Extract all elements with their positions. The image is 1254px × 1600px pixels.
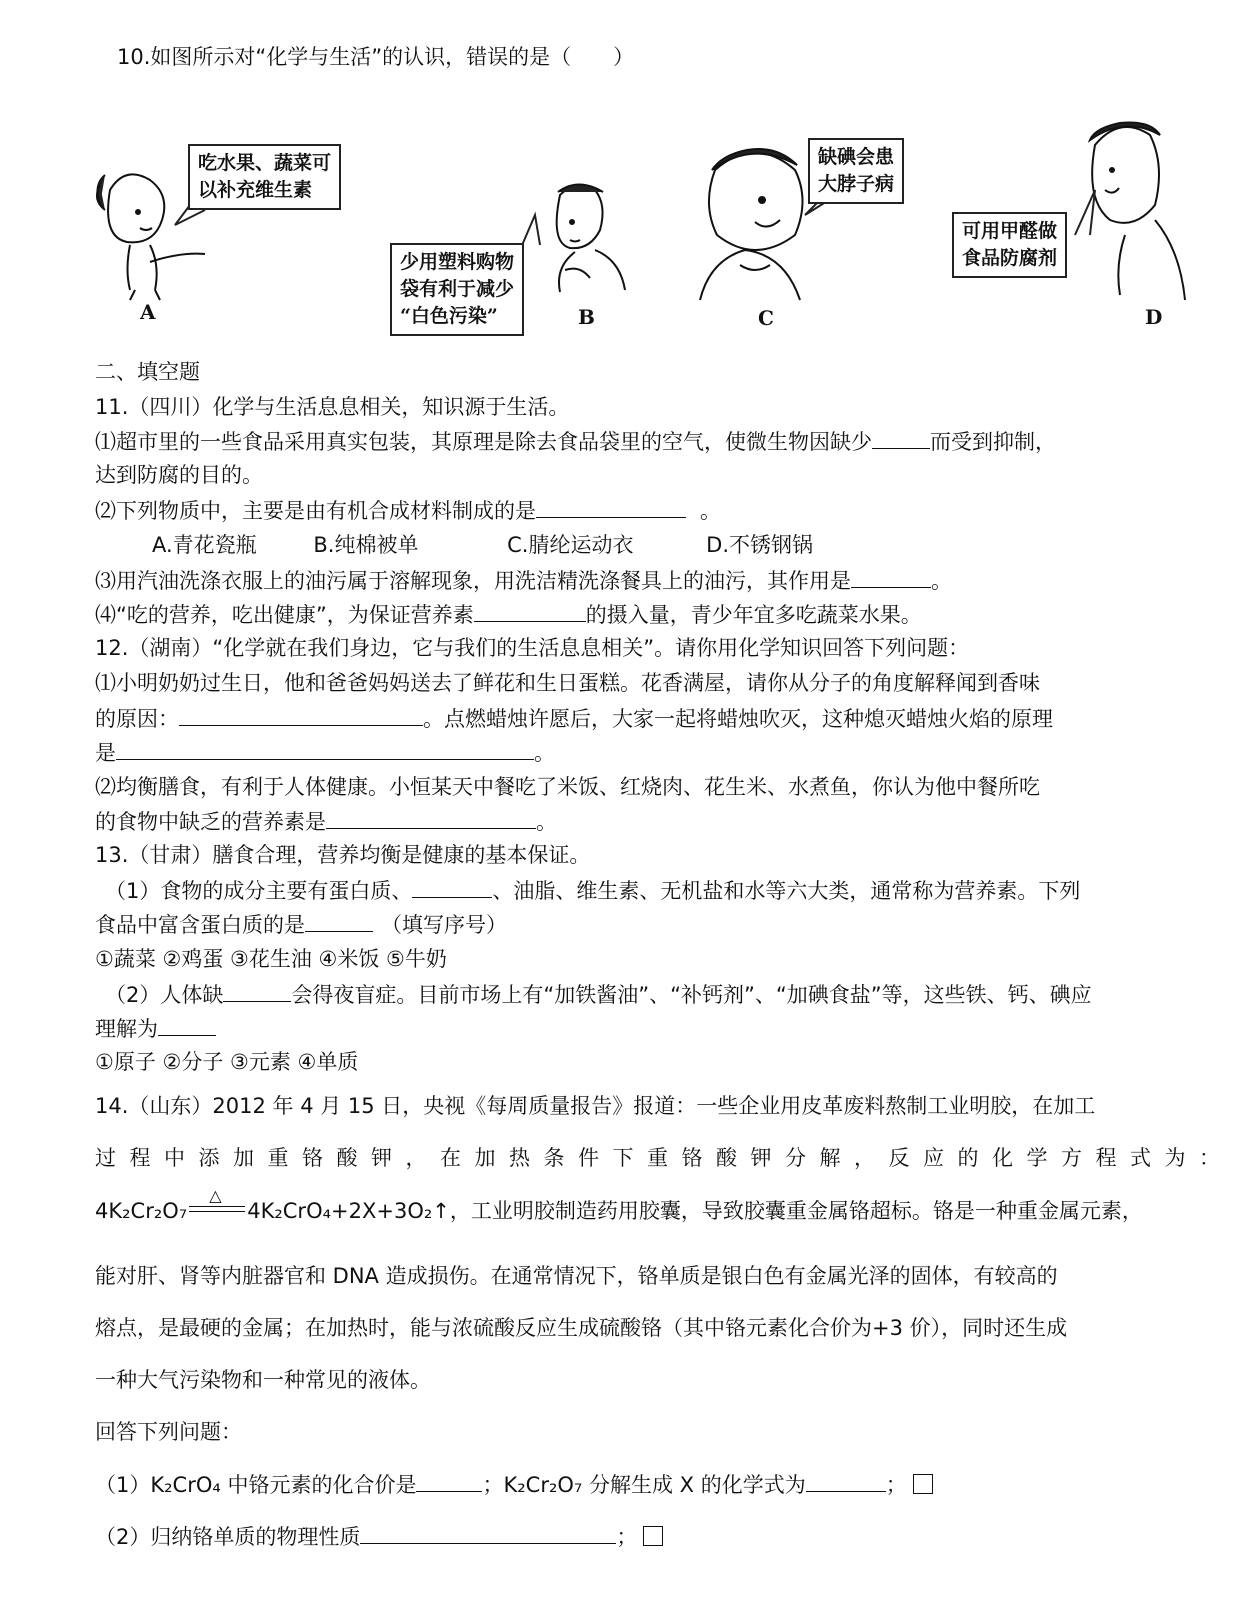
q11-part1-end: 而受到抑制， bbox=[930, 430, 1056, 454]
q14-blank3[interactable] bbox=[360, 1521, 616, 1544]
q13-blank1[interactable] bbox=[412, 875, 492, 898]
q14-line3: ，工业明胶制造药用胶囊，导致胶囊重金属铬超标。铬是一种重金属元素， bbox=[449, 1199, 1143, 1223]
q14-sub2 bbox=[95, 1521, 663, 1552]
q13-part2-cont bbox=[95, 1013, 216, 1044]
q12-part1-is: 是 bbox=[95, 741, 116, 765]
q14-blank1[interactable] bbox=[416, 1469, 482, 1492]
q13-part1-options: ①蔬菜 ②鸡蛋 ③花生油 ④米饭 ⑤牛奶 bbox=[95, 947, 447, 971]
q14-line2: 过程中添加重铬酸钾，在加热条件下重铬酸钾分解，反应的化学方程式为： bbox=[95, 1146, 1234, 1170]
q11-option-b: B.纯棉被单 bbox=[313, 533, 419, 557]
q14-equation-line bbox=[95, 1186, 1143, 1227]
q13-part2-text2: 理解为 bbox=[95, 1017, 158, 1041]
bubble-d-tail-icon bbox=[1075, 190, 1095, 235]
q11-part1 bbox=[95, 426, 1056, 457]
q11-option-d: D.不锈钢锅 bbox=[706, 533, 814, 557]
q12-part2: ⑵均衡膳食，有利于人体健康。小恒某天中餐吃了米饭、红烧肉、花生米、水煮鱼，你认为他中餐所吃 bbox=[95, 775, 1040, 799]
figure-d-man-icon bbox=[1090, 123, 1185, 301]
bubble-b-line1: 少用塑料购物 bbox=[400, 251, 515, 273]
checkbox-icon bbox=[913, 1474, 933, 1494]
q13-part1-mid: 、油脂、维生素、无机盐和水等六大类，通常称为营养素。下列 bbox=[492, 879, 1081, 903]
q11-stem: 11.（四川）化学与生活息息相关，知识源于生活。 bbox=[95, 395, 570, 419]
q11-blank3[interactable] bbox=[851, 565, 931, 588]
q14-answer-prompt: 回答下列问题： bbox=[95, 1420, 242, 1444]
q11-blank1[interactable] bbox=[872, 426, 930, 449]
q12-part2-cont bbox=[95, 806, 557, 837]
q12-blank1[interactable] bbox=[179, 703, 423, 726]
q11-part4-end: 的摄入量，青少年宜多吃蔬菜水果。 bbox=[585, 603, 922, 627]
q12-part2-end: 。 bbox=[536, 810, 557, 834]
q11-part4 bbox=[95, 599, 922, 630]
q12-part1-period: 。 bbox=[534, 741, 555, 765]
figure-c-child-icon bbox=[700, 149, 803, 300]
bubble-a-line1: 吃水果、蔬菜可 bbox=[198, 152, 332, 174]
q12-part1-mid: 。点燃蜡烛许愿后，大家一起将蜡烛吹灭，这种熄灭蜡烛火焰的原理 bbox=[423, 707, 1053, 731]
q13-blank2[interactable] bbox=[305, 909, 373, 932]
q11-blank2[interactable] bbox=[536, 495, 686, 518]
q12-blank3[interactable] bbox=[326, 806, 536, 829]
bubble-b-line2: 袋有利于减少 bbox=[400, 278, 515, 300]
checkbox-icon bbox=[643, 1526, 663, 1546]
q11-option-a: A.青花瓷瓶 bbox=[152, 533, 257, 557]
caption-d: D bbox=[1145, 305, 1163, 329]
q14-line6: 一种大气污染物和一种常见的液体。 bbox=[95, 1368, 431, 1392]
q14-sub2-text: （2）归纳铬单质的物理性质 bbox=[95, 1525, 361, 1549]
bubble-b-line3: “白色污染” bbox=[400, 305, 498, 327]
q11-part2-end: 。 bbox=[700, 499, 721, 523]
bubble-a-line2: 以补充维生素 bbox=[198, 179, 313, 201]
q13-part2-text: （2）人体缺 bbox=[105, 983, 224, 1007]
q13-blank3[interactable] bbox=[223, 979, 291, 1002]
q11-part1-text: ⑴超市里的一些食品采用真实包装，其原理是除去食品袋里的空气，使微生物因缺少 bbox=[95, 430, 872, 454]
q13-part2 bbox=[105, 979, 1092, 1010]
q11-part2-text: ⑵下列物质中，主要是由有机合成材料制成的是 bbox=[95, 499, 536, 523]
q14-sub1-mid: ；K₂Cr₂O₇ 分解生成 X 的化学式为 bbox=[482, 1473, 806, 1497]
q14-stem: 14.（山东）2012 年 4 月 15 日，央视《每周质量报告》报道：一些企业用皮革废料熬制工业明胶，在加工 bbox=[95, 1094, 1096, 1118]
q14-eq-condition bbox=[187, 1186, 247, 1227]
bubble-d bbox=[952, 212, 1067, 278]
q11-part1-cont: 达到防腐的目的。 bbox=[95, 463, 263, 487]
q10-illustration bbox=[0, 0, 1254, 360]
q11-blank4[interactable] bbox=[474, 599, 586, 622]
caption-b: B bbox=[578, 305, 595, 329]
q11-part3-text: ⑶用汽油洗涤衣服上的油污属于溶解现象，用洗洁精洗涤餐具上的油污，其作用是 bbox=[95, 569, 851, 593]
q14-sub1-end: ； bbox=[885, 1473, 907, 1497]
figure-b-boy-icon bbox=[557, 185, 625, 293]
q12-part1-cont bbox=[95, 703, 1053, 734]
q13-part1-cont bbox=[95, 909, 507, 940]
bubble-c-line2: 大脖子病 bbox=[818, 173, 895, 195]
bubble-a bbox=[188, 144, 341, 210]
q14-blank2[interactable] bbox=[806, 1469, 886, 1492]
caption-c: C bbox=[758, 306, 774, 330]
bubble-d-line1: 可用甲醛做 bbox=[962, 220, 1058, 242]
q14-sub1-text: （1）K₂CrO₄ 中铬元素的化合价是 bbox=[95, 1473, 417, 1497]
q12-stem: 12.（湖南）“化学就在我们身边，它与我们的生活息息相关”。请你用化学知识回答下列问题： bbox=[95, 636, 970, 660]
equals-line-bottom bbox=[189, 1211, 245, 1212]
q11-part2 bbox=[95, 495, 721, 526]
bubble-c-line1: 缺碘会患 bbox=[818, 146, 895, 168]
q11-part3 bbox=[95, 565, 952, 596]
q12-part1-label: 的原因： bbox=[95, 707, 179, 731]
q13-part1-text2: 食品中富含蛋白质的是 bbox=[95, 913, 305, 937]
heat-triangle-icon: △ bbox=[209, 1186, 222, 1205]
q14-sub2-end: ； bbox=[616, 1525, 638, 1549]
q14-line4: 能对肝、肾等内脏器官和 DNA 造成损伤。在通常情况下，铬单质是银白色有金属光泽的固体，有较高的 bbox=[95, 1264, 1058, 1288]
q13-blank4[interactable] bbox=[158, 1013, 216, 1036]
q10-stem: 10.如图所示对“化学与生活”的认识，错误的是（ ） bbox=[117, 45, 635, 69]
q13-part1-text: （1）食物的成分主要有蛋白质、 bbox=[105, 879, 413, 903]
q11-part4-text: ⑷“吃的营养，吃出健康”，为保证营养素 bbox=[95, 603, 474, 627]
equals-line-top bbox=[189, 1206, 245, 1207]
bubble-c bbox=[808, 138, 904, 204]
q13-stem: 13.（甘肃）膳食合理，营养均衡是健康的基本保证。 bbox=[95, 843, 591, 867]
q12-part1-end bbox=[95, 737, 555, 768]
q12-part1: ⑴小明奶奶过生日，他和爸爸妈妈送去了鲜花和生日蛋糕。花香满屋，请你从分子的角度解释闻到香味 bbox=[95, 671, 1040, 695]
q13-part1-hint: （填写序号） bbox=[381, 913, 507, 937]
q12-part2-text: 的食物中缺乏的营养素是 bbox=[95, 810, 326, 834]
q11-part3-end: 。 bbox=[931, 569, 952, 593]
q14-sub1 bbox=[95, 1469, 933, 1500]
q14-eq-right: 4K₂CrO₄+2X+3O₂↑ bbox=[247, 1199, 450, 1223]
q13-part1 bbox=[105, 875, 1080, 906]
q14-eq-left: 4K₂Cr₂O₇ bbox=[95, 1199, 188, 1223]
q13-part2-mid: 会得夜盲症。目前市场上有“加铁酱油”、“补钙剂”、“加碘食盐”等，这些铁、钙、碘应 bbox=[291, 983, 1092, 1007]
q12-blank2[interactable] bbox=[116, 737, 534, 760]
section-title: 二、填空题 bbox=[95, 360, 200, 384]
caption-a: A bbox=[140, 300, 156, 324]
q14-line5: 熔点，是最硬的金属；在加热时，能与浓硫酸反应生成硫酸铬（其中铬元素化合价为+3 价），同时还生成 bbox=[95, 1316, 1068, 1340]
q13-part2-options: ①原子 ②分子 ③元素 ④单质 bbox=[95, 1050, 359, 1074]
bubble-d-line2: 食品防腐剂 bbox=[962, 247, 1058, 269]
q11-option-c: C.腈纶运动衣 bbox=[507, 533, 634, 557]
bubble-b bbox=[390, 243, 524, 336]
q11-options bbox=[152, 530, 813, 560]
